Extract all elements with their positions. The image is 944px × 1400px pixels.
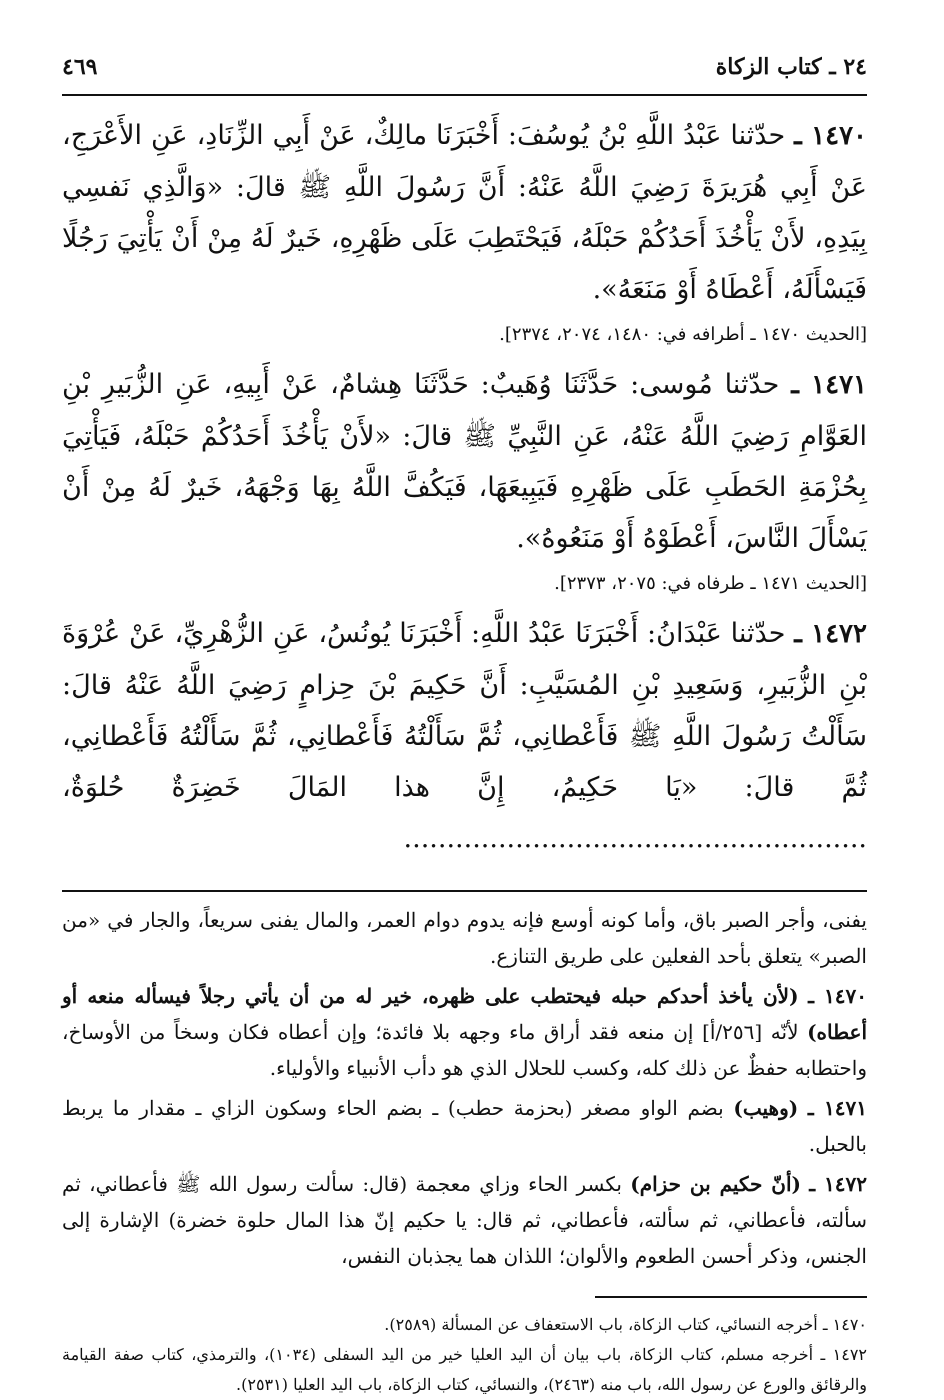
commentary-1472	[62, 1166, 867, 1274]
commentary-quote: (لأن يأخذ أحدكم حبله فيحتطب على ظهره، خير له من أن يأتي رجلاً فيسأله منعه أو أعطاه)	[62, 984, 867, 1044]
section-divider	[62, 890, 867, 892]
hadith-text: حدّثنا مُوسى: حَدَّثَنَا وُهَيبٌ: حَدَّثَنَا هِشامٌ، عَنْ أَبِيهِ، عَنِ الزُّبَيرِ بْنِ العَوَّامِ رَضِيَ اللَّهُ عَنْهُ، عَنِ النَّبِيِّ ﷺ قالَ: «لأَنْ يَأْخُذَ أَحَدُكُمْ حَبْلَهُ، فَيَأْتِيَ بِحُزْمَةِ الحَطَبِ عَلَى ظَهْرِهِ فَيَبِيعَهَا، فَيَكُفَّ اللَّهُ بِهَا وَجْهَهُ، خَيرٌ لَهُ مِنْ أَنْ يَسْأَلَ النَّاسَ، أَعْطَوْهُ أَوْ مَنَعُوهُ».	[62, 369, 867, 554]
footnote-text: ـ أخرجه النسائي، كتاب الزكاة، باب الاستعفاف عن المسألة (٢٥٨٩).	[384, 1315, 828, 1334]
commentary-1470	[62, 978, 867, 1086]
page-number: ٤٦٩	[62, 54, 98, 80]
commentary-number: ١٤٧١ ـ	[807, 1096, 867, 1120]
hadith-1472	[62, 608, 867, 864]
page-header	[62, 50, 867, 96]
commentary-1471	[62, 1090, 867, 1162]
commentary-number: ١٤٧٠ ـ	[808, 984, 867, 1008]
footnote-divider	[595, 1296, 867, 1298]
hadith-section	[62, 110, 867, 864]
footnote-number: ١٤٧٢	[832, 1345, 868, 1364]
footnote-1472	[62, 1340, 867, 1400]
commentary-number: ١٤٧٢ ـ	[809, 1172, 868, 1196]
hadith-number: ١٤٧٠ ـ	[794, 121, 867, 151]
commentary-text: لأنّه [٢٥٦/أ] إن منعه فقد أراق ماء وجهه بلا فائدة؛ وإن أعطاه فكان وسخاً من الأوساخ، واحتطابه حفظٌ عن ذلك كله، وكسب للحلال الذي هو دأب الأنبياء والأولياء.	[62, 1020, 867, 1080]
commentary-text: يفنى، وأجر الصبر باق، وأما كونه أوسع فإنه يدوم دوام العمر، والمال يفنى سريعاً، والجار في «من الصبر» يتعلق بأحد الفعلين على طريق التنازع.	[62, 908, 867, 968]
continuation-dots: ......................................................	[403, 823, 867, 854]
hadith-1470	[62, 110, 867, 355]
hadith-reference: [الحديث ١٤٧٠ ـ أطرافه في: ١٤٨٠، ٢٠٧٤، ٢٣٧٤].	[499, 324, 867, 345]
commentary-intro	[62, 902, 867, 974]
hadith-text: حدّثنا عَبْدُ اللَّهِ بْنُ يُوسُفَ: أَخْبَرَنَا مالِكٌ، عَنْ أَبِي الزِّنَادِ، عَنِ الأَعْرَجِ، عَنْ أَبِي هُرَيرَةَ رَضِيَ اللَّهُ عَنْهُ: أَنَّ رَسُولَ اللَّهِ ﷺ قالَ: «وَالَّذِي نَفسِي بِيَدِهِ، لأَنْ يَأْخُذَ أَحَدُكُمْ حَبْلَهُ، فَيَحْتَطِبَ عَلَى ظَهْرِهِ، خَيرٌ لَهُ مِنْ أَنْ يَأْتِيَ رَجُلًا فَيَسْأَلَهُ، أَعْطَاهُ أَوْ مَنَعَهُ».	[62, 120, 867, 305]
hadith-number: ١٤٧١ ـ	[791, 370, 867, 400]
footnotes-section	[62, 1310, 867, 1400]
hadith-number: ١٤٧٢ ـ	[794, 619, 867, 649]
commentary-section	[62, 902, 867, 1274]
commentary-text: بضم الواو مصغر (بحزمة حطب) ـ بضم الحاء وسكون الزاي ـ مقدار ما يربط بالحبل.	[62, 1096, 867, 1156]
commentary-text: بكسر الحاء وزاي معجمة (قال: سألت رسول الله ﷺ فأعطاني، ثم سألته، فأعطاني، ثم سألته، فأعطاني، ثم قال: يا حكيم إنّ هذا المال حلوة خضرة) الإشارة إلى الجنس، وذكر أحسن الطعوم والألوان؛ اللذان هما يجذبان النفس،	[62, 1172, 867, 1268]
hadith-text: حدّثنا عَبْدَانُ: أَخْبَرَنَا عَبْدُ اللَّهِ: أَخْبَرَنَا يُونُسُ، عَنِ الزُّهْرِيِّ، عَنْ عُرْوَةَ بْنِ الزُّبَيرِ، وَسَعِيدِ بْنِ المُسَيَّبِ: أَنَّ حَكِيمَ بْنَ حِزامٍ رَضِيَ اللَّهُ عَنْهُ قالَ: سَأَلْتُ رَسُولَ اللَّهِ ﷺ فَأَعْطانِي، ثُمَّ سَأَلْتُهُ فَأَعْطانِي، ثُمَّ سَأَلْتُهُ فَأَعْطانِي، ثُمَّ قالَ: «يَا حَكِيمُ، إِنَّ هذا المَالَ خَضِرَةٌ حُلوَةٌ،	[62, 618, 867, 803]
book-page	[62, 50, 867, 1400]
commentary-quote: (أنّ حكيم بن حزام)	[630, 1172, 801, 1196]
chapter-title: ٢٤ ـ كتاب الزكاة	[715, 54, 867, 80]
hadith-reference: [الحديث ١٤٧١ ـ طرفاه في: ٢٠٧٥، ٢٣٧٣].	[554, 573, 867, 594]
footnote-1470	[62, 1310, 867, 1340]
hadith-1471	[62, 359, 867, 604]
footnote-text: ـ أخرجه مسلم، كتاب الزكاة، باب بيان أن اليد العليا خير من اليد السفلى (١٠٣٤)، والترمذي، كتاب صفة القيامة والرقائق والورع عن رسول الله، باب منه (٢٤٦٣)، والنسائي، كتاب الزكاة، باب اليد العليا (٢٥٣١).	[62, 1345, 867, 1394]
commentary-quote: (وهيب)	[733, 1096, 799, 1120]
footnote-number: ١٤٧٠	[832, 1315, 867, 1334]
